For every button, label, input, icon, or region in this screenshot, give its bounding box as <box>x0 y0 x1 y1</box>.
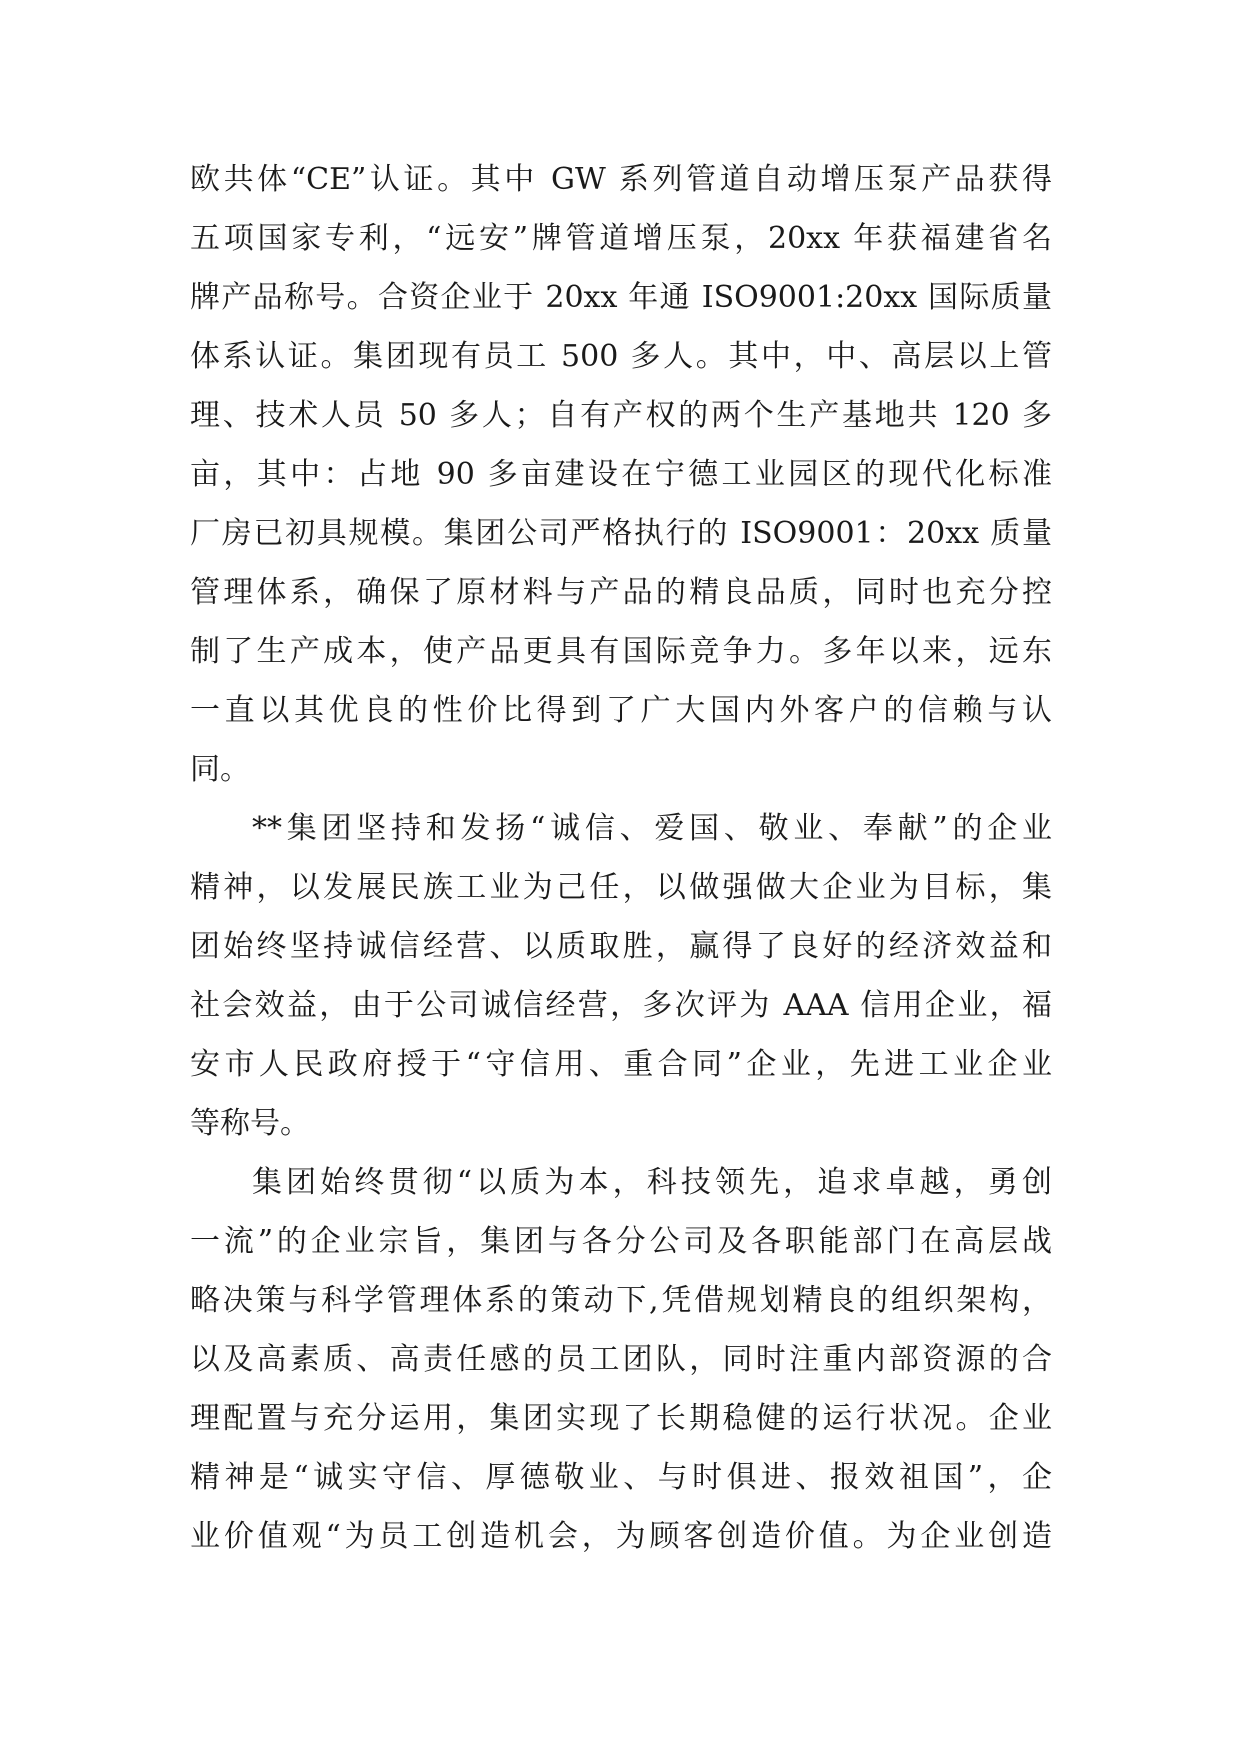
text-line: 等称号。 <box>190 1106 310 1141</box>
text-line: 同。 <box>190 752 250 787</box>
text-line: 一直以其优良的性价比得到了广大国内外客户的信赖与认 <box>190 693 1052 728</box>
text-line: 欧共体“CE”认证。其中 GW 系列管道自动增压泵产品获得 <box>190 162 1052 197</box>
paragraph-1 <box>190 150 1052 799</box>
text-line: 安市人民政府授于“守信用、重合同”企业，先进工业企业 <box>190 1047 1052 1082</box>
text-line: 业价值观“为员工创造机会，为顾客创造价值。为企业创造 <box>190 1519 1052 1554</box>
text-line: 体系认证。集团现有员工 500 多人。其中，中、高层以上管 <box>190 339 1052 374</box>
text-line: 团始终坚持诚信经营、以质取胜，赢得了良好的经济效益和 <box>190 929 1052 964</box>
text-line: 理、技术人员 50 多人；自有产权的两个生产基地共 120 多 <box>190 398 1052 433</box>
text-line: 集团始终贯彻“以质为本，科技领先，追求卓越，勇创 <box>252 1165 1052 1200</box>
text-line: 以及高素质、高责任感的员工团队，同时注重内部资源的合 <box>190 1342 1052 1377</box>
text-line: 理配置与充分运用，集团实现了长期稳健的运行状况。企业 <box>190 1401 1052 1436</box>
text-line: 亩，其中：占地 90 多亩建设在宁德工业园区的现代化标准 <box>190 457 1052 492</box>
paragraph-3 <box>190 1153 1052 1566</box>
paragraph-2 <box>190 799 1052 1153</box>
text-line: 牌产品称号。合资企业于 20xx 年通 ISO9001:20xx 国际质量 <box>190 280 1052 315</box>
text-line: 厂房已初具规模。集团公司严格执行的 ISO9001：20xx 质量 <box>190 516 1052 551</box>
text-line: 略决策与科学管理体系的策动下,凭借规划精良的组织架构， <box>190 1283 1052 1318</box>
text-line: **集团坚持和发扬“诚信、爱国、敬业、奉献”的企业 <box>252 811 1052 846</box>
text-line: 五项国家专利，“远安”牌管道增压泵，20xx 年获福建省名 <box>190 221 1052 256</box>
text-line: 制了生产成本，使产品更具有国际竞争力。多年以来，远东 <box>190 634 1052 669</box>
body-text <box>190 150 1052 1566</box>
text-line: 精神是“诚实守信、厚德敬业、与时俱进、报效祖国”，企 <box>190 1460 1052 1495</box>
text-line: 精神，以发展民族工业为己任，以做强做大企业为目标，集 <box>190 870 1052 905</box>
text-line: 管理体系，确保了原材料与产品的精良品质，同时也充分控 <box>190 575 1052 610</box>
text-line: 社会效益，由于公司诚信经营，多次评为 AAA 信用企业，福 <box>190 988 1052 1023</box>
text-line: 一流”的企业宗旨，集团与各分公司及各职能部门在高层战 <box>190 1224 1052 1259</box>
